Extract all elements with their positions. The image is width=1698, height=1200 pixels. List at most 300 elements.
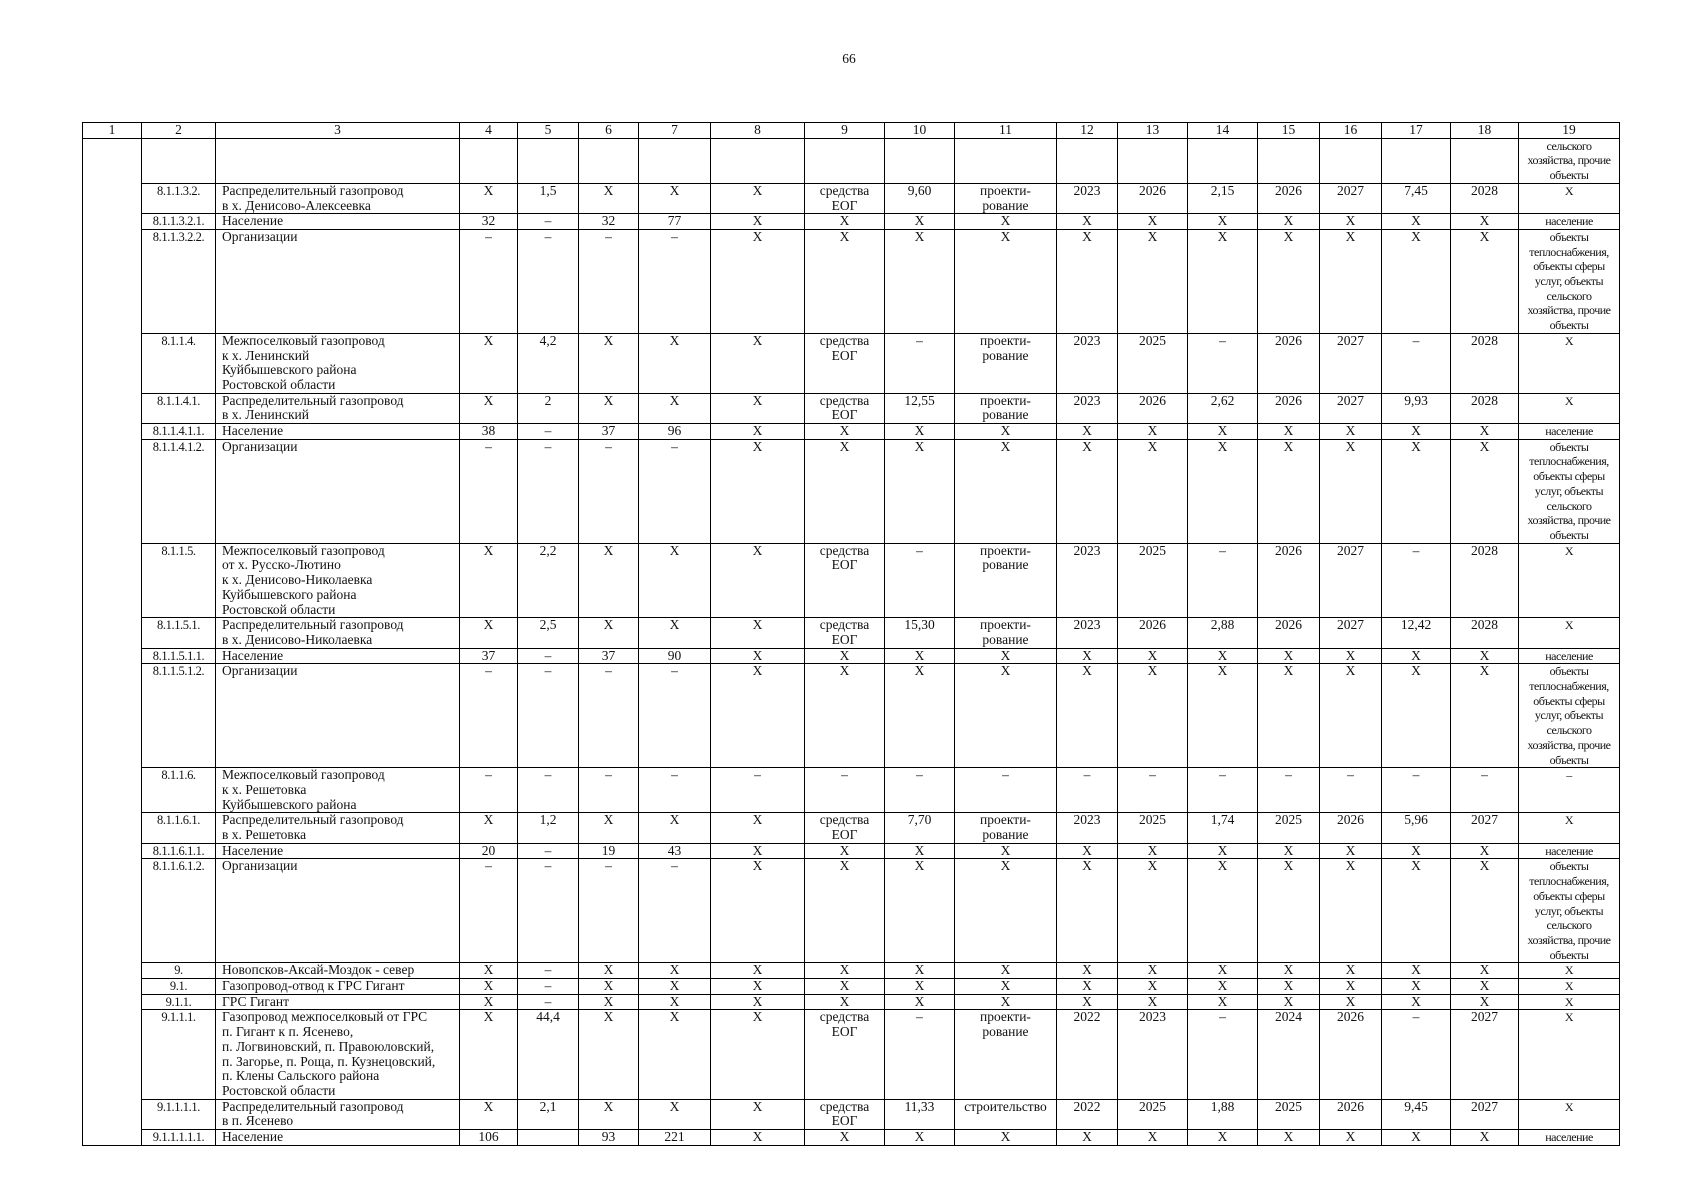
cell-col-14: X (1188, 214, 1258, 230)
cell-col-3: Распределительный газопровод в п. Ясенево (216, 1099, 460, 1129)
cell-col-11: проекти- рование (955, 333, 1057, 393)
cell-col-8: X (711, 1010, 805, 1099)
cell-col-7: X (639, 393, 711, 423)
cell-col-17: X (1382, 994, 1451, 1010)
header-cell-col-1: 1 (83, 123, 142, 139)
cell-col-12: 2023 (1057, 333, 1118, 393)
table-row (83, 994, 1620, 1010)
cell-col-13: X (1118, 439, 1188, 543)
cell-col-8: X (711, 1099, 805, 1129)
cell-col-7: 221 (639, 1130, 711, 1146)
cell-col-4 (460, 138, 518, 183)
cell-col-8: X (711, 229, 805, 333)
cell-col-17: – (1382, 543, 1451, 618)
cell-col-4: – (460, 664, 518, 768)
cell-col-8 (711, 138, 805, 183)
table-row (83, 333, 1620, 393)
cell-col-17: X (1382, 979, 1451, 995)
cell-col-19: сельского хозяйства, прочие объекты (1519, 138, 1620, 183)
cell-col-18: 2028 (1451, 618, 1519, 648)
cell-col-9: средства ЕОГ (805, 813, 885, 843)
cell-col-17: X (1382, 229, 1451, 333)
cell-col-14: X (1188, 979, 1258, 995)
cell-col-14: 2,15 (1188, 183, 1258, 213)
cell-col-19: X (1519, 963, 1620, 979)
cell-col-7: – (639, 859, 711, 963)
cell-col-14: 2,62 (1188, 393, 1258, 423)
cell-col-9: X (805, 963, 885, 979)
cell-col-19: X (1519, 333, 1620, 393)
header-cell-col-6: 6 (579, 123, 639, 139)
cell-col-9: средства ЕОГ (805, 393, 885, 423)
cell-col-2: 8.1.1.3.2.2. (142, 229, 216, 333)
cell-col-3: Население (216, 214, 460, 230)
cell-col-19: население (1519, 1130, 1620, 1146)
header-row (83, 123, 1620, 139)
cell-col-10: – (885, 768, 955, 813)
cell-col-16: X (1320, 979, 1382, 995)
cell-col-6: – (579, 229, 639, 333)
cell-col-11: X (955, 843, 1057, 859)
cell-col-14: X (1188, 664, 1258, 768)
cell-col-7: X (639, 994, 711, 1010)
cell-col-14: 1,74 (1188, 813, 1258, 843)
header-cell-col-8: 8 (711, 123, 805, 139)
cell-col-17: X (1382, 664, 1451, 768)
cell-col-13: 2026 (1118, 183, 1188, 213)
cell-col-9: – (805, 768, 885, 813)
cell-col-7 (639, 138, 711, 183)
header-cell-col-10: 10 (885, 123, 955, 139)
cell-col-18: X (1451, 994, 1519, 1010)
cell-col-5: – (518, 214, 579, 230)
cell-col-6: – (579, 439, 639, 543)
cell-col-4: 20 (460, 843, 518, 859)
cell-col-3: Распределительный газопровод в х. Решетовка (216, 813, 460, 843)
table-row (83, 424, 1620, 440)
cell-col-10: X (885, 979, 955, 995)
cell-col-11: X (955, 1130, 1057, 1146)
cell-col-17: X (1382, 214, 1451, 230)
cell-col-16: X (1320, 994, 1382, 1010)
cell-col-2: 8.1.1.4. (142, 333, 216, 393)
cell-col-5: 44,4 (518, 1010, 579, 1099)
cell-col-11: – (955, 768, 1057, 813)
cell-col-4: X (460, 963, 518, 979)
header-cell-col-16: 16 (1320, 123, 1382, 139)
cell-col-12: X (1057, 664, 1118, 768)
cell-col-15: X (1258, 1130, 1320, 1146)
header-cell-col-4: 4 (460, 123, 518, 139)
cell-col-8: X (711, 183, 805, 213)
cell-col-3: Межпоселковый газопровод к х. Ленинский Куйбышевского района Ростовской области (216, 333, 460, 393)
cell-col-11: X (955, 424, 1057, 440)
cell-col-3: Межпоселковый газопровод от х. Русско-Лютино к х. Денисово-Николаевка Куйбышевского района Ростовской области (216, 543, 460, 618)
cell-col-14 (1188, 138, 1258, 183)
cell-col-7: – (639, 229, 711, 333)
cell-col-18: X (1451, 843, 1519, 859)
cell-col-14: X (1188, 439, 1258, 543)
cell-col-18: X (1451, 424, 1519, 440)
cell-col-13: X (1118, 859, 1188, 963)
cell-col-2: 8.1.1.3.2. (142, 183, 216, 213)
cell-col-9: средства ЕОГ (805, 1099, 885, 1129)
cell-col-12: X (1057, 214, 1118, 230)
cell-col-11: X (955, 979, 1057, 995)
cell-col-16: 2027 (1320, 618, 1382, 648)
cell-col-6: 37 (579, 648, 639, 664)
header-cell-col-15: 15 (1258, 123, 1320, 139)
cell-col-18: 2028 (1451, 333, 1519, 393)
cell-col-2: 8.1.1.5. (142, 543, 216, 618)
table-row (83, 183, 1620, 213)
cell-col-11: проекти- рование (955, 618, 1057, 648)
cell-col-7: X (639, 1010, 711, 1099)
cell-col-3: Распределительный газопровод в х. Денисово-Алексеевка (216, 183, 460, 213)
cell-col-18 (1451, 138, 1519, 183)
table-header (83, 123, 1620, 139)
cell-col-12: X (1057, 229, 1118, 333)
cell-col-14: X (1188, 1130, 1258, 1146)
cell-col-16: 2026 (1320, 1099, 1382, 1129)
cell-col-6: X (579, 963, 639, 979)
cell-col-15: X (1258, 979, 1320, 995)
cell-col-9: средства ЕОГ (805, 333, 885, 393)
cell-col-5: – (518, 648, 579, 664)
cell-col-18: 2027 (1451, 813, 1519, 843)
cell-col-16: X (1320, 843, 1382, 859)
cell-col-15: X (1258, 439, 1320, 543)
cell-col-9: средства ЕОГ (805, 183, 885, 213)
cell-col-15: 2026 (1258, 333, 1320, 393)
cell-col-5: – (518, 229, 579, 333)
cell-col-11: проекти- рование (955, 813, 1057, 843)
cell-col-10: – (885, 543, 955, 618)
cell-col-2: 8.1.1.4.1.1. (142, 424, 216, 440)
cell-col-14: 1,88 (1188, 1099, 1258, 1129)
cell-col-16: X (1320, 859, 1382, 963)
cell-col-2: 8.1.1.6. (142, 768, 216, 813)
cell-col-5: 1,5 (518, 183, 579, 213)
cell-col-3: Газопровод межпоселковый от ГРС п. Гигант к п. Ясенево, п. Логвиновский, п. Правоюловский, п. Загорье, п. Роща, п. Кузнецовский, п. Клены Сальского района Ростовской области (216, 1010, 460, 1099)
cell-col-14: X (1188, 229, 1258, 333)
cell-col-1 (83, 138, 142, 1145)
cell-col-2: 9.1.1.1. (142, 1010, 216, 1099)
cell-col-8: X (711, 843, 805, 859)
cell-col-19: X (1519, 393, 1620, 423)
cell-col-8: X (711, 393, 805, 423)
cell-col-4: X (460, 393, 518, 423)
cell-col-9: X (805, 859, 885, 963)
cell-col-6: 93 (579, 1130, 639, 1146)
cell-col-18: 2027 (1451, 1010, 1519, 1099)
cell-col-19: объекты теплоснабжения, объекты сферы услуг, объекты сельского хозяйства, прочие объекты (1519, 859, 1620, 963)
cell-col-8: – (711, 768, 805, 813)
cell-col-19: население (1519, 424, 1620, 440)
cell-col-19: – (1519, 768, 1620, 813)
table-row (83, 618, 1620, 648)
table-body (83, 138, 1620, 1145)
cell-col-5: 1,2 (518, 813, 579, 843)
cell-col-6: X (579, 183, 639, 213)
cell-col-12: 2023 (1057, 813, 1118, 843)
cell-col-3 (216, 138, 460, 183)
cell-col-14: X (1188, 994, 1258, 1010)
cell-col-7: 90 (639, 648, 711, 664)
cell-col-15: X (1258, 648, 1320, 664)
cell-col-3: Межпоселковый газопровод к х. Решетовка Куйбышевского района (216, 768, 460, 813)
cell-col-18: 2028 (1451, 543, 1519, 618)
cell-col-16: – (1320, 768, 1382, 813)
cell-col-4: X (460, 813, 518, 843)
cell-col-8: X (711, 214, 805, 230)
cell-col-11 (955, 138, 1057, 183)
cell-col-9: X (805, 424, 885, 440)
cell-col-13: X (1118, 214, 1188, 230)
cell-col-16: X (1320, 664, 1382, 768)
cell-col-15: 2026 (1258, 543, 1320, 618)
cell-col-17: – (1382, 333, 1451, 393)
cell-col-13: 2026 (1118, 618, 1188, 648)
cell-col-11: X (955, 963, 1057, 979)
cell-col-9: X (805, 979, 885, 995)
cell-col-13: X (1118, 648, 1188, 664)
cell-col-16: 2027 (1320, 183, 1382, 213)
cell-col-5: – (518, 664, 579, 768)
cell-col-9: X (805, 664, 885, 768)
cell-col-8: X (711, 333, 805, 393)
table-row (83, 138, 1620, 183)
cell-col-10: X (885, 859, 955, 963)
cell-col-8: X (711, 664, 805, 768)
cell-col-6 (579, 138, 639, 183)
cell-col-10: X (885, 648, 955, 664)
cell-col-16: X (1320, 214, 1382, 230)
cell-col-4: 106 (460, 1130, 518, 1146)
cell-col-17: – (1382, 1010, 1451, 1099)
table-row (83, 813, 1620, 843)
cell-col-13: 2026 (1118, 393, 1188, 423)
cell-col-7: 43 (639, 843, 711, 859)
cell-col-13: X (1118, 963, 1188, 979)
cell-col-17: X (1382, 1130, 1451, 1146)
cell-col-5 (518, 1130, 579, 1146)
cell-col-6: X (579, 1099, 639, 1129)
header-cell-col-5: 5 (518, 123, 579, 139)
cell-col-6: X (579, 333, 639, 393)
cell-col-2: 8.1.1.3.2.1. (142, 214, 216, 230)
cell-col-13: – (1118, 768, 1188, 813)
cell-col-12: X (1057, 843, 1118, 859)
cell-col-2: 9.1.1. (142, 994, 216, 1010)
cell-col-5: 2 (518, 393, 579, 423)
cell-col-19: X (1519, 618, 1620, 648)
cell-col-15: X (1258, 994, 1320, 1010)
cell-col-19: X (1519, 994, 1620, 1010)
cell-col-12: X (1057, 979, 1118, 995)
header-cell-col-11: 11 (955, 123, 1057, 139)
cell-col-4: X (460, 183, 518, 213)
cell-col-3: Организации (216, 229, 460, 333)
cell-col-12: 2022 (1057, 1010, 1118, 1099)
cell-col-6: X (579, 543, 639, 618)
cell-col-7: 96 (639, 424, 711, 440)
cell-col-9: средства ЕОГ (805, 543, 885, 618)
cell-col-3: Газопровод-отвод к ГРС Гигант (216, 979, 460, 995)
cell-col-14: – (1188, 1010, 1258, 1099)
cell-col-11: проекти- рование (955, 393, 1057, 423)
header-cell-col-17: 17 (1382, 123, 1451, 139)
cell-col-11: X (955, 859, 1057, 963)
cell-col-15: X (1258, 664, 1320, 768)
cell-col-11: X (955, 229, 1057, 333)
cell-col-10: X (885, 963, 955, 979)
cell-col-19: X (1519, 979, 1620, 995)
cell-col-10: 9,60 (885, 183, 955, 213)
cell-col-10: X (885, 664, 955, 768)
cell-col-7: X (639, 813, 711, 843)
cell-col-18: X (1451, 963, 1519, 979)
cell-col-3: Население (216, 648, 460, 664)
cell-col-3: Население (216, 424, 460, 440)
cell-col-3: Распределительный газопровод в х. Денисово-Николаевка (216, 618, 460, 648)
header-cell-col-18: 18 (1451, 123, 1519, 139)
cell-col-19: объекты теплоснабжения, объекты сферы услуг, объекты сельского хозяйства, прочие объекты (1519, 664, 1620, 768)
cell-col-14: X (1188, 648, 1258, 664)
cell-col-6: X (579, 813, 639, 843)
cell-col-11: X (955, 439, 1057, 543)
cell-col-10: X (885, 229, 955, 333)
cell-col-12: X (1057, 1130, 1118, 1146)
table-row (83, 768, 1620, 813)
cell-col-5: 4,2 (518, 333, 579, 393)
cell-col-13: 2025 (1118, 813, 1188, 843)
data-table (82, 122, 1620, 1146)
cell-col-18: X (1451, 648, 1519, 664)
cell-col-18: X (1451, 214, 1519, 230)
cell-col-13: X (1118, 424, 1188, 440)
cell-col-5: – (518, 994, 579, 1010)
cell-col-13: X (1118, 664, 1188, 768)
cell-col-12: X (1057, 963, 1118, 979)
table-row (83, 543, 1620, 618)
cell-col-17: 9,93 (1382, 393, 1451, 423)
cell-col-16: 2026 (1320, 813, 1382, 843)
cell-col-7: – (639, 768, 711, 813)
cell-col-13: 2025 (1118, 1099, 1188, 1129)
cell-col-6: 32 (579, 214, 639, 230)
cell-col-6: – (579, 664, 639, 768)
cell-col-18: 2028 (1451, 393, 1519, 423)
cell-col-18: X (1451, 664, 1519, 768)
cell-col-12: X (1057, 648, 1118, 664)
cell-col-19: X (1519, 1099, 1620, 1129)
cell-col-10: X (885, 214, 955, 230)
cell-col-9 (805, 138, 885, 183)
cell-col-16: 2027 (1320, 393, 1382, 423)
cell-col-12: X (1057, 859, 1118, 963)
cell-col-3: Новопсков-Аксай-Моздок - север (216, 963, 460, 979)
cell-col-14: X (1188, 424, 1258, 440)
cell-col-4: X (460, 333, 518, 393)
cell-col-18: X (1451, 859, 1519, 963)
cell-col-7: 77 (639, 214, 711, 230)
cell-col-12 (1057, 138, 1118, 183)
cell-col-14: X (1188, 859, 1258, 963)
cell-col-8: X (711, 1130, 805, 1146)
cell-col-5: 2,1 (518, 1099, 579, 1129)
cell-col-15: 2026 (1258, 618, 1320, 648)
page-number: 66 (842, 51, 856, 66)
cell-col-13: X (1118, 1130, 1188, 1146)
cell-col-11: проекти- рование (955, 183, 1057, 213)
cell-col-4: X (460, 543, 518, 618)
header-cell-col-13: 13 (1118, 123, 1188, 139)
cell-col-17 (1382, 138, 1451, 183)
cell-col-2: 9.1.1.1.1.1. (142, 1130, 216, 1146)
cell-col-9: X (805, 439, 885, 543)
cell-col-5: – (518, 859, 579, 963)
cell-col-8: X (711, 648, 805, 664)
cell-col-4: – (460, 768, 518, 813)
cell-col-19: X (1519, 813, 1620, 843)
cell-col-7: X (639, 963, 711, 979)
cell-col-15: X (1258, 963, 1320, 979)
cell-col-16: X (1320, 229, 1382, 333)
table-row (83, 963, 1620, 979)
cell-col-19: объекты теплоснабжения, объекты сферы услуг, объекты сельского хозяйства, прочие объекты (1519, 439, 1620, 543)
cell-col-15: X (1258, 214, 1320, 230)
cell-col-13: 2023 (1118, 1010, 1188, 1099)
cell-col-13: 2025 (1118, 333, 1188, 393)
cell-col-18: X (1451, 439, 1519, 543)
cell-col-18: X (1451, 979, 1519, 995)
table-row (83, 664, 1620, 768)
header-cell-col-9: 9 (805, 123, 885, 139)
cell-col-6: X (579, 979, 639, 995)
cell-col-16: X (1320, 439, 1382, 543)
cell-col-16 (1320, 138, 1382, 183)
cell-col-12: 2023 (1057, 543, 1118, 618)
cell-col-2: 9.1.1.1.1. (142, 1099, 216, 1129)
cell-col-3: Организации (216, 439, 460, 543)
cell-col-10: 11,33 (885, 1099, 955, 1129)
cell-col-7: X (639, 1099, 711, 1129)
cell-col-9: X (805, 1130, 885, 1146)
cell-col-5: – (518, 963, 579, 979)
cell-col-5: 2,5 (518, 618, 579, 648)
cell-col-8: X (711, 543, 805, 618)
cell-col-7: X (639, 618, 711, 648)
cell-col-13: X (1118, 843, 1188, 859)
cell-col-17: 12,42 (1382, 618, 1451, 648)
cell-col-14: X (1188, 843, 1258, 859)
cell-col-4: X (460, 1010, 518, 1099)
cell-col-18: 2028 (1451, 183, 1519, 213)
cell-col-12: – (1057, 768, 1118, 813)
cell-col-4: 38 (460, 424, 518, 440)
cell-col-9: X (805, 229, 885, 333)
cell-col-13: X (1118, 994, 1188, 1010)
cell-col-8: X (711, 424, 805, 440)
cell-col-6: X (579, 1010, 639, 1099)
cell-col-8: X (711, 859, 805, 963)
cell-col-9: X (805, 843, 885, 859)
table-row (83, 648, 1620, 664)
cell-col-14: X (1188, 963, 1258, 979)
cell-col-10: X (885, 843, 955, 859)
cell-col-16: X (1320, 648, 1382, 664)
